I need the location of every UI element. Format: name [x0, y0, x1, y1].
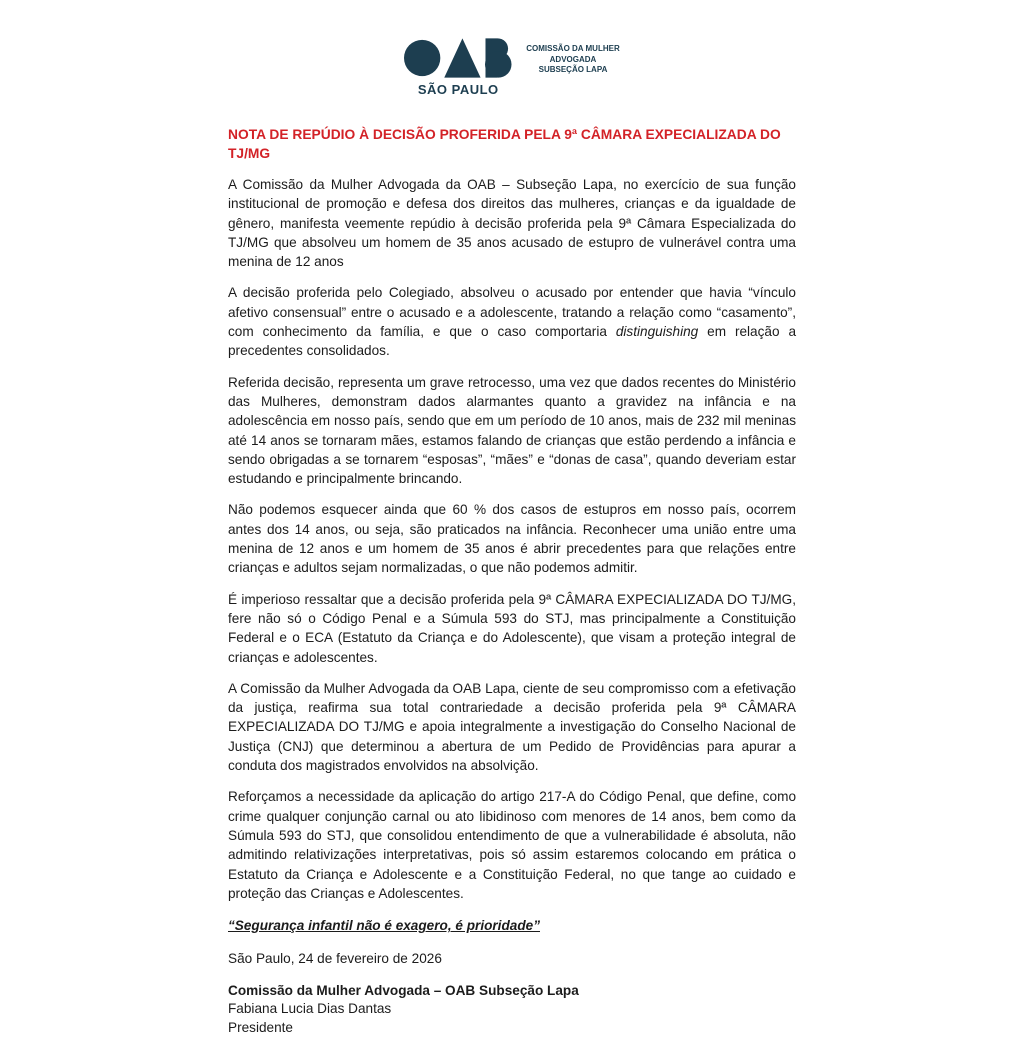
document-body — [228, 125, 796, 1038]
closing-quote: “Segurança infantil não é exagero, é prioridade” — [228, 918, 540, 934]
logo-commission-line-1: COMISSÃO DA MULHER — [526, 44, 620, 53]
signature-role: Presidente — [228, 1020, 293, 1036]
paragraph-2 — [228, 283, 796, 360]
letterhead — [0, 38, 1024, 97]
paragraph-2-italic-term: distinguishing — [615, 324, 699, 340]
signature-name: Fabiana Lucia Dias Dantas — [228, 1001, 392, 1017]
logo-commission-line-3: SUBSEÇÃO LAPA — [538, 65, 608, 74]
logo-sao-paulo-label: SÃO PAULO — [417, 82, 499, 97]
paragraph-6: A Comissão da Mulher Advogada da OAB Lapa, ciente de seu compromisso com a efetivação da justiça, reafirma sua total contrariedade a decisão proferida pela 9ª CÂMARA EXPECIALIZADA DO TJ/MG e apoia integralmente a investigação do Conselho Nacional de Justiça (CNJ) que determinou a abertura de um Pedido de Providências para apurar a conduta dos magistrados envolvidos na absolvição. — [228, 680, 796, 774]
logo-commission-line-2: ADVOGADA — [549, 54, 597, 64]
logo-commission-label — [526, 44, 619, 76]
paragraph-1: A Comissão da Mulher Advogada da OAB – Subseção Lapa, no exercício de sua função institucional de promoção e defesa dos direitos das mulheres, crianças e da igualdade de gênero, manifesta veemente repúdio à decisão proferida pela 9ª Câmara Especializada do TJ/MG que absolveu um homem de 35 anos acusado de estupro de vulnerável contra uma menina de 12 anos — [228, 177, 796, 270]
signature-block — [228, 982, 796, 1038]
paragraph-2-text: A decisão proferida pelo Colegiado, absolveu o acusado por entender que havia “vínculo afetivo consensual” entre o acusado e a adolescente, tratando a relação como “casamento”, com conhecimento da família, e que o caso comportaria — [228, 285, 796, 340]
document-title: NOTA DE REPÚDIO À DECISÃO PROFERIDA PELA 9ª CÂMARA EXPECIALIZADA DO TJ/MG — [228, 127, 781, 161]
paragraph-2-text-end: em relação a precedentes consolidados. — [228, 324, 797, 359]
paragraph-4: Não podemos esquecer ainda que 60 % dos casos de estupros em nosso país, ocorrem antes dos 14 anos, ou seja, são praticados na infância. Reconhecer uma união entre uma menina de 12 anos e um homem de 35 anos é abrir precedentes para que relações entre crianças e adultos sejam normalizadas, o que não podemos admitir. — [228, 502, 796, 576]
oab-logo-icon — [404, 38, 512, 78]
signature-org: Comissão da Mulher Advogada – OAB Subseção Lapa — [228, 982, 579, 998]
paragraph-7: Reforçamos a necessidade da aplicação do artigo 217-A do Código Penal, que define, como crime qualquer conjunção carnal ou ato libidinoso com menores de 14 anos, bem como da Súmula 593 do STJ, que consolidou entendimento de que a vulnerabilidade é absoluta, não admitindo relativizações interpretativas, pois só assim estaremos colocando em prática o Estatuto da Criança e Adolescente e a Constituição Federal, no que tange ao cuidado e proteção das Crianças e Adolescentes. — [228, 789, 796, 901]
paragraph-5: É imperioso ressaltar que a decisão proferida pela 9ª CÂMARA EXPECIALIZADA DO TJ/MG, fere não só o Código Penal e a Súmula 593 do STJ, mas principalmente a Constituição Federal e o ECA (Estatuto da Criança e do Adolescente), que visam a proteção integral de crianças e adolescentes. — [228, 591, 796, 665]
oab-logo-block — [404, 38, 619, 97]
paragraph-3: Referida decisão, representa um grave retrocesso, uma vez que dados recentes do Ministério das Mulheres, demonstram dados alarmantes quanto a gravidez na infância e na adolescência em nosso país, sendo que em um período de 10 anos, mais de 232 mil meninas até 14 anos se tornaram mães, estamos falando de crianças que estão perdendo a infância e sendo obrigadas a se tornarem “esposas”, “mães” e “donas de casa”, quando deveriam estar estudando e principalmente brincando. — [228, 374, 796, 487]
oab-logo — [404, 38, 512, 97]
date-line: São Paulo, 24 de fevereiro de 2026 — [228, 951, 442, 967]
